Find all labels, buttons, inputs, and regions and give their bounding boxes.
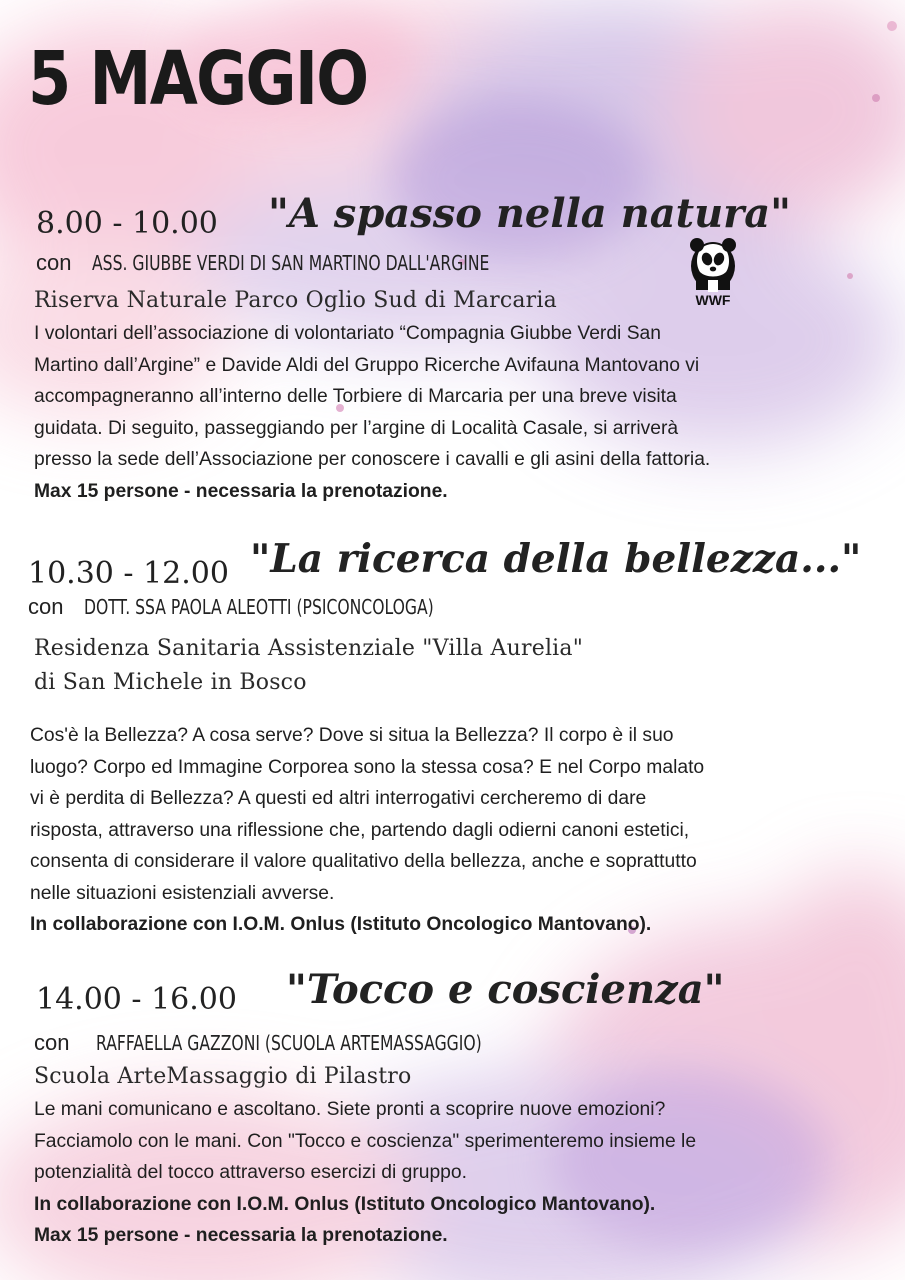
- venue-line: Scuola ArteMassaggio di Pilastro: [34, 1064, 412, 1089]
- event-title: "Tocco e coscienza": [286, 966, 725, 1013]
- venue-line: Riserva Naturale Parco Oglio Sud di Marcaria: [34, 288, 557, 313]
- event-time: 8.00 - 10.00: [36, 206, 218, 241]
- description-line: risposta, attraverso una riflessione che, partendo dagli odierni canoni estetici,: [30, 819, 690, 841]
- event-header: [0, 966, 905, 1026]
- with-label: con: [36, 250, 72, 275]
- description-line: guidata. Di seguito, passeggiando per l’argine di Località Casale, si arriverà: [34, 417, 679, 439]
- description-line: Cos'è la Bellezza? A cosa serve? Dove si situa la Bellezza? Il corpo è il suo: [30, 725, 674, 746]
- description-line: Martino dall’Argine” e Davide Aldi del Gruppo Ricerche Avifauna Mantovano vi: [34, 354, 700, 376]
- event-time: 14.00 - 16.00: [36, 982, 237, 1017]
- event-2: [0, 536, 905, 941]
- event-description: [0, 318, 864, 507]
- event-venue: [0, 1060, 905, 1094]
- description-line: vi è perdita di Bellezza? A questi ed altri interrogativi cercheremo di dare: [30, 788, 647, 809]
- event-host: DOTT. SSA PAOLA ALEOTTI (PSICONCOLOGA): [84, 595, 434, 619]
- wwf-logo-text: WWF: [695, 292, 731, 308]
- venue-line: di San Michele in Bosco: [34, 670, 307, 695]
- event-host-row: [0, 1026, 905, 1060]
- event-title: "A spasso nella natura": [268, 190, 792, 237]
- description-line: consenta di considerare il valore qualitativo della bellezza, anche e soprattutto: [30, 851, 697, 872]
- description-line: luogo? Corpo ed Immagine Corporea sono la stessa cosa? E nel Corpo malato: [30, 756, 705, 778]
- description-line: Le mani comunicano e ascoltano. Siete pronti a scoprire nuove emozioni?: [34, 1099, 666, 1120]
- event-description: [0, 1094, 864, 1252]
- description-line: Facciamolo con le mani. Con "Tocco e coscienza" sperimenteremo insieme le: [34, 1130, 697, 1152]
- description-line: I volontari dell’associazione di volontariato “Compagnia Giubbe Verdi San: [34, 323, 662, 344]
- event-note: In collaborazione con I.O.M. Onlus (Istituto Oncologico Mantovano).: [34, 1193, 656, 1215]
- event-note: In collaborazione con I.O.M. Onlus (Istituto Oncologico Mantovano).: [30, 914, 652, 935]
- event-1: [0, 190, 905, 507]
- event-host: ASS. GIUBBE VERDI DI SAN MARTINO DALL'ARGINE: [92, 251, 490, 275]
- event-note: Max 15 persone - necessaria la prenotazione.: [34, 1225, 448, 1246]
- with-label: con: [34, 1030, 70, 1055]
- event-host-row: [0, 594, 905, 634]
- event-3: [0, 966, 905, 1252]
- with-label: con: [28, 594, 64, 619]
- event-note: Max 15 persone - necessaria la prenotazione.: [34, 480, 448, 502]
- event-title: "La ricerca della bellezza...": [250, 536, 862, 582]
- event-venue: [0, 284, 905, 318]
- event-header: [0, 190, 905, 250]
- venue-line: Residenza Sanitaria Assistenziale "Villa Aurelia": [34, 636, 584, 661]
- event-host: RAFFAELLA GAZZONI (SCUOLA ARTEMASSAGGIO): [96, 1031, 482, 1055]
- event-venue: [0, 632, 905, 700]
- description-line: nelle situazioni esistenziali avverse.: [30, 882, 335, 904]
- event-time: 10.30 - 12.00: [28, 556, 229, 591]
- description-line: potenzialità del tocco attraverso esercizi di gruppo.: [34, 1162, 467, 1183]
- event-host-row: [0, 250, 905, 284]
- description-line: presso la sede dell’Associazione per conoscere i cavalli e gli asini della fattoria.: [34, 449, 711, 470]
- description-line: accompagneranno all’interno delle Torbiere di Marcaria per una breve visita: [34, 386, 677, 407]
- page-title: 5 MAGGIO: [28, 36, 368, 122]
- event-description: [0, 720, 860, 941]
- event-header: [0, 536, 905, 600]
